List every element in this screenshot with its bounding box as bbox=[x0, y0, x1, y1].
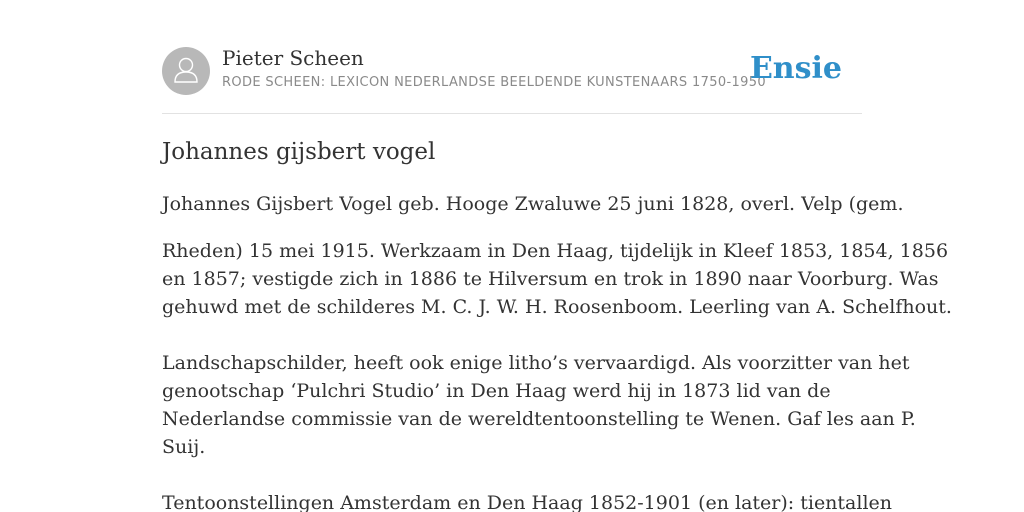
paragraph-line: gehuwd met de schilderes M. C. J. W. H. Roosenboom. Leerling van A. Schelfhout. bbox=[162, 296, 952, 318]
header-divider bbox=[162, 113, 862, 114]
article-lead: Johannes Gijsbert Vogel geb. Hooge Zwaluwe 25 juni 1828, overl. Velp (gem. bbox=[162, 193, 904, 215]
article-body bbox=[162, 237, 952, 512]
article-paragraph bbox=[162, 349, 916, 461]
ensie-logo-link[interactable]: Ensie bbox=[749, 51, 842, 86]
paragraph-line: Landschapschilder, heeft ook enige litho’s vervaardigd. Als voorzitter van het bbox=[162, 352, 910, 374]
article-paragraph bbox=[162, 237, 952, 321]
source-title[interactable]: RODE SCHEEN: LEXICON NEDERLANDSE BEELDENDE KUNSTENAARS 1750-1950 bbox=[222, 75, 766, 90]
author-name[interactable]: Pieter Scheen bbox=[222, 46, 364, 70]
paragraph-line: Suij. bbox=[162, 436, 206, 458]
paragraph-line: Nederlandse commissie van de wereldtentoonstelling te Wenen. Gaf les aan P. bbox=[162, 408, 916, 430]
paragraph-line: Rheden) 15 mei 1915. Werkzaam in Den Haag, tijdelijk in Kleef 1853, 1854, 1856 bbox=[162, 240, 949, 262]
paragraph-line: genootschap ‘Pulchri Studio’ in Den Haag werd hij in 1873 lid van de bbox=[162, 380, 831, 402]
paragraph-line: en 1857; vestigde zich in 1886 te Hilversum en trok in 1890 naar Voorburg. Was bbox=[162, 268, 939, 290]
user-icon bbox=[162, 47, 210, 95]
article-paragraph bbox=[162, 489, 893, 512]
article-title: Johannes gijsbert vogel bbox=[162, 139, 436, 165]
paragraph-line: Tentoonstellingen Amsterdam en Den Haag 1852-1901 (en later): tientallen bbox=[162, 492, 893, 512]
author-avatar[interactable] bbox=[162, 47, 210, 95]
article-header bbox=[162, 46, 862, 96]
